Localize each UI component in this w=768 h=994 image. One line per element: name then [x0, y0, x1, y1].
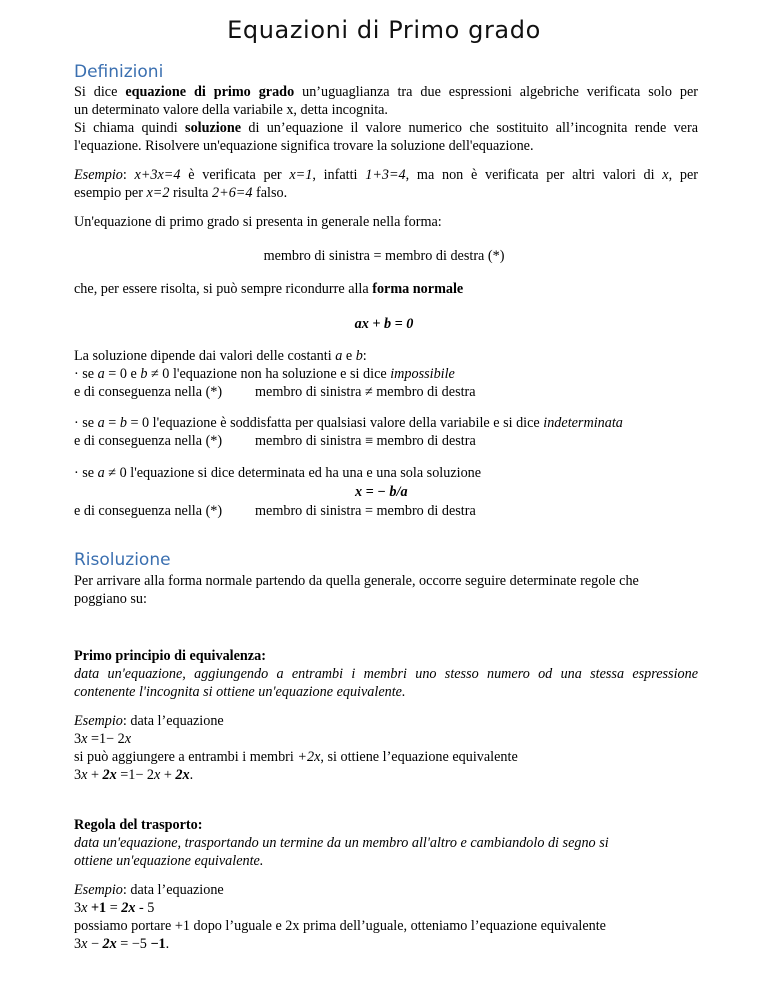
case-indeterminate-consequence: e di conseguenza nella (*) — [74, 433, 223, 449]
example-equation: 3x =1− 2x — [74, 731, 132, 747]
example-line: Esempio: data l’equazione — [74, 713, 224, 729]
page-title: Equazioni di Primo grado — [227, 16, 541, 44]
paragraph-line: Si dice equazione di primo grado un’uguaglianza tra due espressioni algebriche verificata solo per — [74, 84, 698, 100]
solution-equation: x = − b/a — [355, 484, 408, 500]
normal-form-equation: ax + b = 0 — [354, 316, 414, 332]
example-line: possiamo portare +1 dopo l’uguale e 2x prima dell’uguale, otteniamo l’equazione equivalente — [74, 918, 606, 934]
example-equation: 3x + 2x =1− 2x + 2x. — [74, 767, 194, 783]
heading-definizioni: Definizioni — [74, 62, 164, 82]
rule-title: Regola del trasporto: — [74, 817, 203, 833]
paragraph-line: Si chiama quindi soluzione di un’equazione il valore numerico che sostituito all’incognita rende vera — [74, 120, 698, 136]
paragraph-line: un determinato valore della variabile x, detta incognita. — [74, 102, 388, 118]
case-impossible: · se a = 0 e b ≠ 0 l'equazione non ha soluzione e si dice impossibile — [74, 366, 455, 382]
case-impossible-consequence: e di conseguenza nella (*) — [74, 384, 223, 400]
paragraph-line: l'equazione. Risolvere un'equazione significa trovare la soluzione dell'equazione. — [74, 138, 534, 154]
example-line: Esempio: data l’equazione — [74, 882, 224, 898]
principle-title: Primo principio di equivalenza: — [74, 648, 266, 664]
general-form-equation: membro di sinistra = membro di destra (*) — [263, 248, 505, 264]
paragraph-line: poggiano su: — [74, 591, 147, 607]
rule-text: data un'equazione, trasportando un termine da un membro all'altro e cambiandolo di segno si — [74, 835, 609, 851]
example-line: si può aggiungere a entrambi i membri +2x, si ottiene l’equazione equivalente — [74, 749, 518, 765]
principle-text: data un'equazione, aggiungendo a entrambi i membri uno stesso numero od una stessa espressione — [74, 666, 698, 682]
paragraph-line: Un'equazione di primo grado si presenta in generale nella forma: — [74, 214, 442, 230]
paragraph-line: che, per essere risolta, si può sempre ricondurre alla forma normale — [74, 281, 464, 297]
case-impossible-relation: membro di sinistra ≠ membro di destra — [255, 384, 476, 400]
case-determinate: · se a ≠ 0 l'equazione si dice determinata ed ha una e una sola soluzione — [74, 465, 482, 481]
paragraph-line: Per arrivare alla forma normale partendo da quella generale, occorre seguire determinate regole che — [74, 573, 639, 589]
rule-text: ottiene un'equazione equivalente. — [74, 853, 264, 869]
case-indeterminate: · se a = b = 0 l'equazione è soddisfatta per qualsiasi valore della variabile e si dice indeterminata — [74, 415, 623, 431]
case-determinate-relation: membro di sinistra = membro di destra — [255, 503, 476, 519]
heading-risoluzione: Risoluzione — [74, 550, 171, 570]
example-equation: 3x +1 = 2x - 5 — [74, 900, 155, 916]
example-line: esempio per x=2 risulta 2+6=4 falso. — [74, 185, 288, 201]
principle-text: contenente l'incognita si ottiene un'equazione equivalente. — [74, 684, 406, 700]
paragraph-line: La soluzione dipende dai valori delle costanti a e b: — [74, 348, 367, 364]
example-equation: 3x − 2x = −5 −1. — [74, 936, 170, 952]
example-line: Esempio: x+3x=4 è verificata per x=1, infatti 1+3=4, ma non è verificata per altri valori di x, per — [74, 167, 698, 183]
case-determinate-consequence: e di conseguenza nella (*) — [74, 503, 223, 519]
case-indeterminate-relation: membro di sinistra ≡ membro di destra — [255, 433, 476, 449]
